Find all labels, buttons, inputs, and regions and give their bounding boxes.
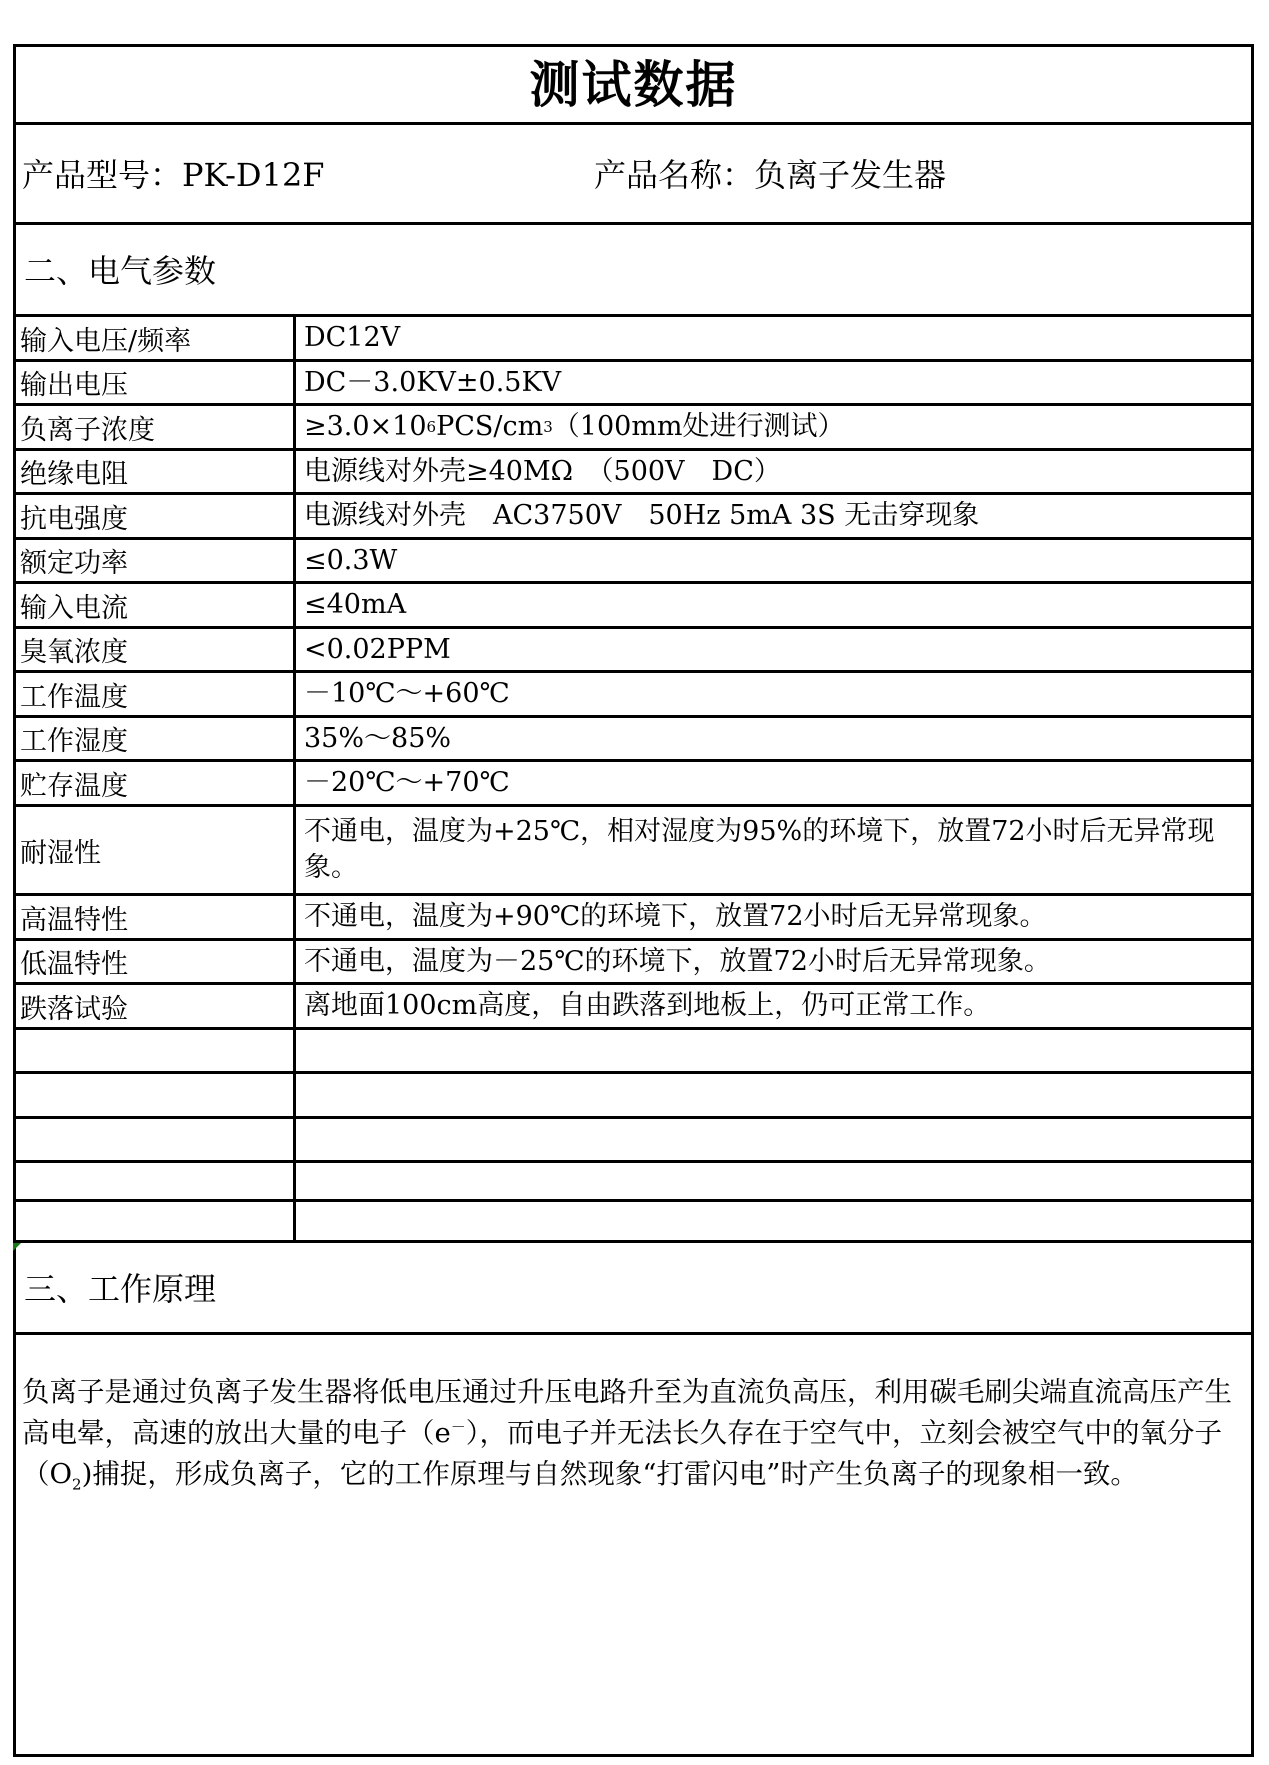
principle-text [22, 1372, 1233, 1495]
page-title: 测试数据 [16, 47, 1251, 125]
param-label: 输出电压 [20, 362, 296, 403]
param-label: 贮存温度 [20, 762, 296, 804]
empty-cell [20, 1202, 296, 1240]
product-name: 产品名称：负离子发生器 [594, 156, 947, 194]
param-row [16, 406, 1251, 451]
value-text: ≥3.0×10 [304, 411, 427, 442]
param-label: 跌落试验 [20, 985, 296, 1027]
empty-cell [20, 1119, 296, 1160]
param-value: <0.02PPM [304, 633, 451, 665]
param-label: 工作温度 [20, 673, 296, 715]
param-row [16, 807, 1251, 896]
empty-row [16, 1202, 1251, 1243]
param-row [16, 495, 1251, 540]
empty-cell [20, 1163, 296, 1199]
test-data-sheet [13, 44, 1254, 1757]
param-value: ≤0.3W [304, 544, 398, 576]
param-row [16, 762, 1251, 807]
empty-row [16, 1119, 1251, 1163]
value-text: （100mm处进行测试） [552, 411, 845, 442]
param-value: DC－3.0KV±0.5KV [304, 366, 562, 398]
param-value: DC12V [304, 322, 401, 353]
param-label: 输入电流 [20, 584, 296, 626]
param-label: 低温特性 [20, 941, 296, 982]
param-value: 不通电，温度为－25℃的环境下，放置72小时后无异常现象。 [304, 945, 1051, 977]
principle-part: 负离子是通过负离子发生器将低电压通过升压电路升至为直流负高压，利用碳毛刷尖端直流高压产生高电晕，高速的放出大量的电子（e [22, 1376, 1232, 1449]
param-value: 35%～85% [304, 722, 452, 754]
param-row [16, 584, 1251, 629]
param-value: 不通电，温度为+90℃的环境下，放置72小时后无异常现象。 [304, 901, 1047, 932]
param-row [16, 941, 1251, 985]
param-row [16, 540, 1251, 584]
param-label: 工作湿度 [20, 718, 296, 759]
param-value: 不通电，温度为+25℃，相对湿度为95%的环境下，放置72小时后无异常现象。 [304, 816, 1215, 883]
param-label: 抗电强度 [20, 495, 296, 537]
param-label: 臭氧浓度 [20, 629, 296, 670]
param-row [16, 317, 1251, 362]
param-label: 高温特性 [20, 896, 296, 938]
principle-part: )捕捉，形成负离子，它的工作原理与自然现象“打雷闪电”时产生负离子的现象相一致。 [81, 1458, 1138, 1490]
param-label: 额定功率 [20, 540, 296, 581]
param-value: －10℃～+60℃ [304, 678, 510, 709]
empty-cell [20, 1030, 296, 1071]
param-value: ≤40mA [304, 589, 407, 620]
param-row [16, 362, 1251, 406]
param-label: 负离子浓度 [20, 406, 296, 448]
param-value: －20℃～+70℃ [304, 767, 510, 798]
value-text: PCS/cm [436, 411, 544, 442]
param-row [16, 629, 1251, 673]
empty-row [16, 1030, 1251, 1074]
param-label: 输入电压/频率 [20, 317, 296, 359]
param-row [16, 451, 1251, 495]
empty-row [16, 1163, 1251, 1202]
section-electrical-params: 二、电气参数 [16, 225, 1251, 317]
param-row [16, 896, 1251, 941]
electron-superscript: － [450, 1417, 466, 1436]
param-value: 电源线对外壳 AC3750V 50Hz 5mA 3S 无击穿现象 [304, 500, 980, 531]
param-label: 绝缘电阻 [20, 451, 296, 492]
param-row [16, 673, 1251, 718]
param-row [16, 718, 1251, 762]
empty-row [16, 1074, 1251, 1119]
param-row [16, 985, 1251, 1030]
param-value: 离地面100cm高度，自由跌落到地板上，仍可正常工作。 [304, 990, 991, 1021]
section-working-principle: 三、工作原理 [16, 1243, 1251, 1335]
param-value: 电源线对外壳≥40MΩ （500V DC） [304, 455, 781, 487]
param-value: ≥3.0×10 6 PCS/cm 3 （100mm处进行测试） [304, 406, 1243, 448]
product-model: 产品型号：PK-D12F [22, 156, 325, 194]
principle-part: ），而电子并无法长久存在于空气中，立刻会被空气中的氧分子（O [22, 1417, 1223, 1490]
empty-cell [20, 1074, 296, 1116]
param-label: 耐湿性 [20, 807, 296, 893]
oxygen-subscript: 2 [72, 1475, 82, 1494]
product-info-row [16, 125, 1251, 225]
